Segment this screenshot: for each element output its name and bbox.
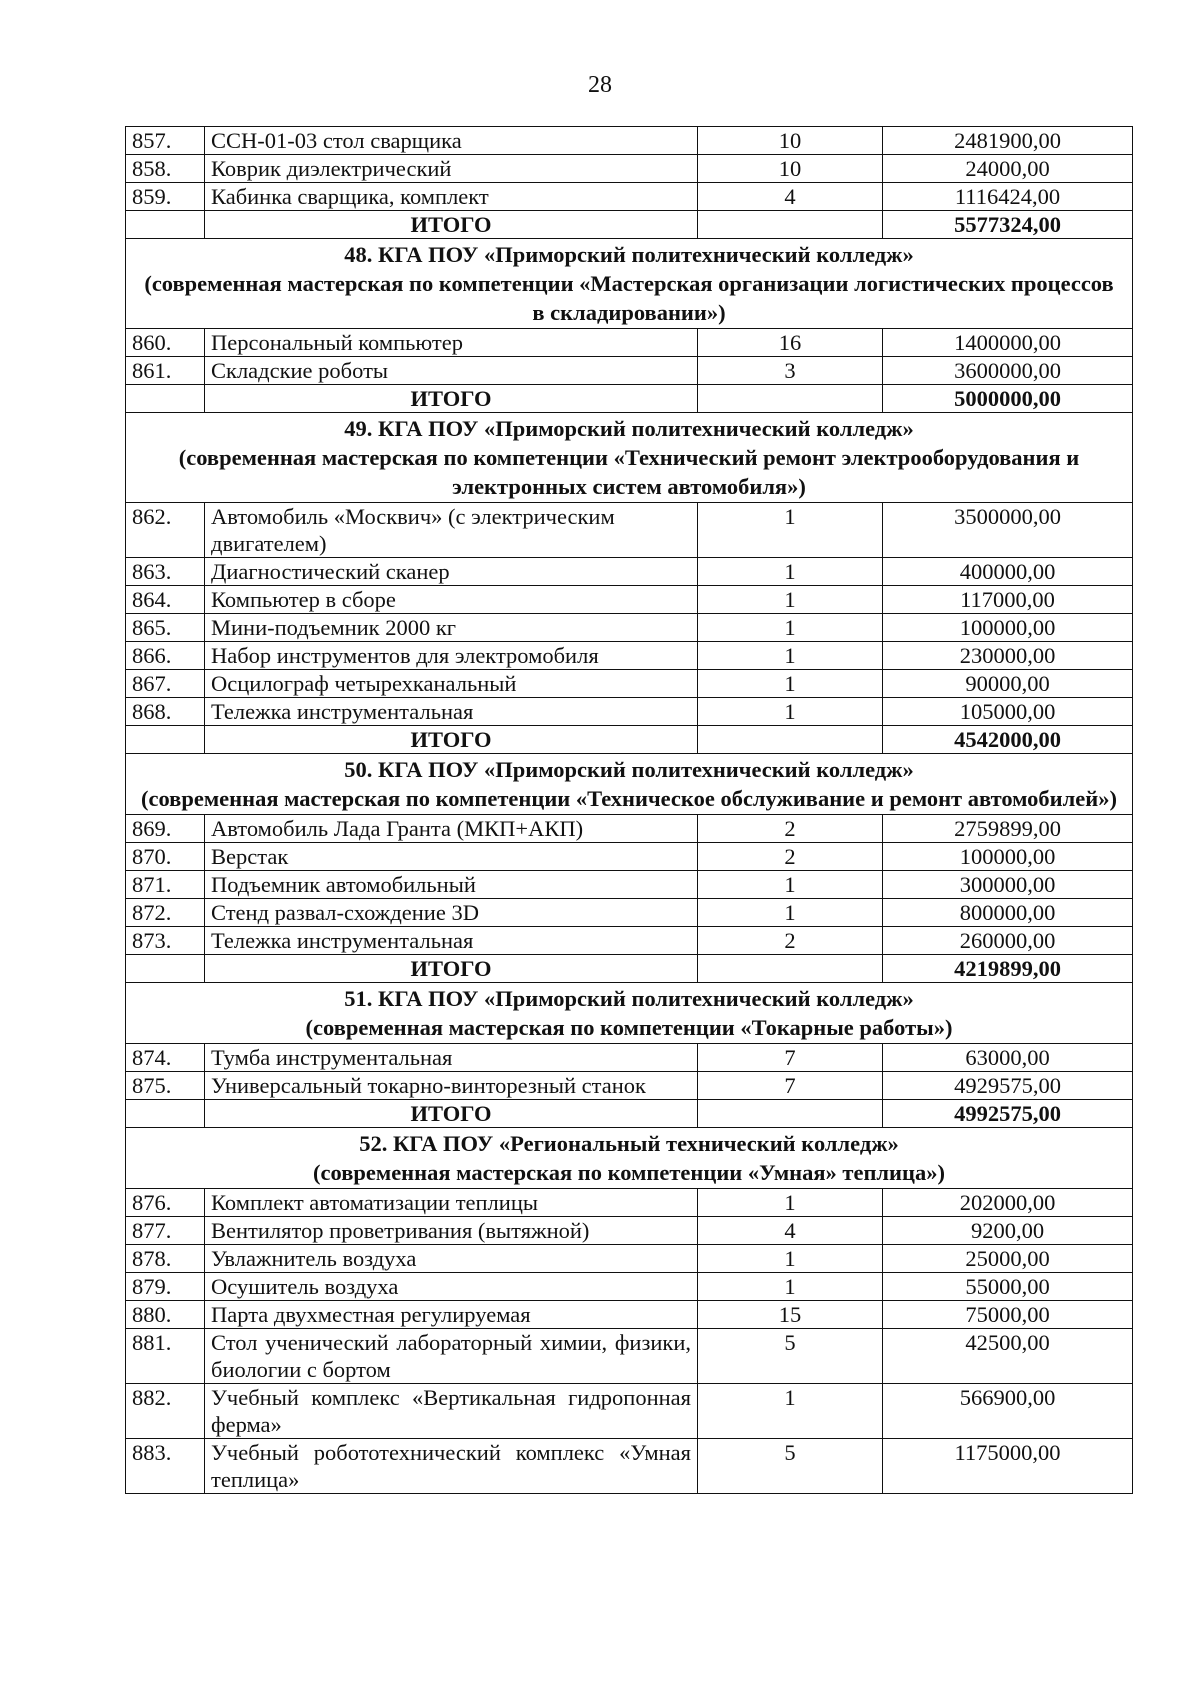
item-quantity: 1 <box>698 586 883 614</box>
total-row <box>126 726 1133 754</box>
row-number: 871. <box>126 871 205 899</box>
equipment-table <box>125 126 1133 1494</box>
item-quantity: 7 <box>698 1072 883 1100</box>
row-number: 860. <box>126 329 205 357</box>
section-header-cell <box>126 239 1133 329</box>
item-name: Учебный комплекс «Вертикальная гидропонная ферма» <box>205 1384 698 1439</box>
item-name: Тележка инструментальная <box>205 698 698 726</box>
item-quantity: 1 <box>698 503 883 558</box>
item-sum: 1116424,00 <box>883 183 1133 211</box>
row-number: 863. <box>126 558 205 586</box>
row-number: 881. <box>126 1329 205 1384</box>
table-row <box>126 1439 1133 1494</box>
total-row <box>126 385 1133 413</box>
item-sum: 55000,00 <box>883 1273 1133 1301</box>
item-sum: 400000,00 <box>883 558 1133 586</box>
item-name: Коврик диэлектрический <box>205 155 698 183</box>
section-title: 51. КГА ПОУ «Приморский политехнический колледж» <box>344 986 914 1011</box>
table-row <box>126 1189 1133 1217</box>
table-row <box>126 1273 1133 1301</box>
item-sum: 100000,00 <box>883 614 1133 642</box>
table-row <box>126 503 1133 558</box>
table-row <box>126 586 1133 614</box>
total-row <box>126 955 1133 983</box>
table-row <box>126 670 1133 698</box>
total-empty-cell <box>698 1100 883 1128</box>
section-subtitle: (современная мастерская по компетенции «Техническое обслуживание и ремонт автомобилей») <box>141 786 1117 811</box>
total-empty-cell <box>126 1100 205 1128</box>
item-name: Компьютер в сборе <box>205 586 698 614</box>
table-row <box>126 329 1133 357</box>
item-quantity: 15 <box>698 1301 883 1329</box>
total-row <box>126 1100 1133 1128</box>
item-quantity: 10 <box>698 155 883 183</box>
item-name: Складские роботы <box>205 357 698 385</box>
item-quantity: 1 <box>698 1189 883 1217</box>
row-number: 865. <box>126 614 205 642</box>
item-name: Набор инструментов для электромобиля <box>205 642 698 670</box>
item-sum: 90000,00 <box>883 670 1133 698</box>
section-header <box>126 1128 1133 1189</box>
row-number: 882. <box>126 1384 205 1439</box>
section-header-cell <box>126 754 1133 815</box>
item-sum: 800000,00 <box>883 899 1133 927</box>
section-title: 49. КГА ПОУ «Приморский политехнический колледж» <box>344 416 914 441</box>
total-sum: 4992575,00 <box>883 1100 1133 1128</box>
total-label: ИТОГО <box>205 211 698 239</box>
item-name: Вентилятор проветривания (вытяжной) <box>205 1217 698 1245</box>
item-sum: 3500000,00 <box>883 503 1133 558</box>
item-sum: 566900,00 <box>883 1384 1133 1439</box>
section-header <box>126 413 1133 503</box>
item-quantity: 2 <box>698 815 883 843</box>
item-sum: 25000,00 <box>883 1245 1133 1273</box>
total-empty-cell <box>698 211 883 239</box>
equipment-table-body <box>126 127 1133 1494</box>
item-sum: 9200,00 <box>883 1217 1133 1245</box>
table-row <box>126 899 1133 927</box>
section-header <box>126 754 1133 815</box>
item-quantity: 1 <box>698 899 883 927</box>
item-quantity: 1 <box>698 1245 883 1273</box>
item-name: Тумба инструментальная <box>205 1044 698 1072</box>
row-number: 867. <box>126 670 205 698</box>
item-quantity: 2 <box>698 927 883 955</box>
row-number: 876. <box>126 1189 205 1217</box>
row-number: 862. <box>126 503 205 558</box>
section-header <box>126 983 1133 1044</box>
table-row <box>126 815 1133 843</box>
item-name: Персональный компьютер <box>205 329 698 357</box>
section-title: 50. КГА ПОУ «Приморский политехнический колледж» <box>344 757 914 782</box>
row-number: 878. <box>126 1245 205 1273</box>
item-quantity: 1 <box>698 698 883 726</box>
table-row <box>126 871 1133 899</box>
item-name: Тележка инструментальная <box>205 927 698 955</box>
table-row <box>126 1044 1133 1072</box>
row-number: 859. <box>126 183 205 211</box>
total-sum: 5000000,00 <box>883 385 1133 413</box>
item-quantity: 1 <box>698 670 883 698</box>
row-number: 873. <box>126 927 205 955</box>
item-quantity: 1 <box>698 1384 883 1439</box>
item-sum: 42500,00 <box>883 1329 1133 1384</box>
total-empty-cell <box>698 726 883 754</box>
item-quantity: 1 <box>698 871 883 899</box>
item-sum: 300000,00 <box>883 871 1133 899</box>
table-row <box>126 1245 1133 1273</box>
table-row <box>126 843 1133 871</box>
section-subtitle: (современная мастерская по компетенции «Умная» теплица») <box>313 1160 945 1185</box>
table-row <box>126 155 1133 183</box>
item-name: ССН-01-03 стол сварщика <box>205 127 698 155</box>
table-row <box>126 558 1133 586</box>
row-number: 877. <box>126 1217 205 1245</box>
item-quantity: 5 <box>698 1329 883 1384</box>
total-row <box>126 211 1133 239</box>
table-row <box>126 1072 1133 1100</box>
item-sum: 1400000,00 <box>883 329 1133 357</box>
table-row <box>126 183 1133 211</box>
item-sum: 2759899,00 <box>883 815 1133 843</box>
page-number: 28 <box>588 72 612 98</box>
total-sum: 4219899,00 <box>883 955 1133 983</box>
row-number: 868. <box>126 698 205 726</box>
item-name: Осушитель воздуха <box>205 1273 698 1301</box>
total-label: ИТОГО <box>205 1100 698 1128</box>
section-subtitle: (современная мастерская по компетенции «Токарные работы») <box>305 1015 953 1040</box>
table-row <box>126 1301 1133 1329</box>
item-name: Подъемник автомобильный <box>205 871 698 899</box>
total-sum: 4542000,00 <box>883 726 1133 754</box>
section-header <box>126 239 1133 329</box>
row-number: 858. <box>126 155 205 183</box>
total-empty-cell <box>126 955 205 983</box>
item-quantity: 16 <box>698 329 883 357</box>
item-quantity: 1 <box>698 614 883 642</box>
item-name: Стенд развал-схождение 3D <box>205 899 698 927</box>
total-empty-cell <box>126 726 205 754</box>
item-name: Увлажнитель воздуха <box>205 1245 698 1273</box>
total-empty-cell <box>126 385 205 413</box>
item-sum: 230000,00 <box>883 642 1133 670</box>
item-sum: 202000,00 <box>883 1189 1133 1217</box>
item-name: Диагностический сканер <box>205 558 698 586</box>
total-sum: 5577324,00 <box>883 211 1133 239</box>
item-quantity: 1 <box>698 642 883 670</box>
item-sum: 105000,00 <box>883 698 1133 726</box>
item-sum: 4929575,00 <box>883 1072 1133 1100</box>
item-quantity: 10 <box>698 127 883 155</box>
item-sum: 63000,00 <box>883 1044 1133 1072</box>
item-name: Парта двухместная регулируемая <box>205 1301 698 1329</box>
item-name: Учебный робототехнический комплекс «Умная теплица» <box>205 1439 698 1494</box>
table-row <box>126 1384 1133 1439</box>
item-quantity: 4 <box>698 183 883 211</box>
table-row <box>126 127 1133 155</box>
total-label: ИТОГО <box>205 385 698 413</box>
item-sum: 1175000,00 <box>883 1439 1133 1494</box>
item-sum: 117000,00 <box>883 586 1133 614</box>
table-row <box>126 1217 1133 1245</box>
section-header-cell <box>126 983 1133 1044</box>
row-number: 880. <box>126 1301 205 1329</box>
section-subtitle: (современная мастерская по компетенции «Мастерская организации логистических процессов в складировании») <box>144 271 1114 325</box>
item-name: Комплект автоматизации теплицы <box>205 1189 698 1217</box>
item-sum: 2481900,00 <box>883 127 1133 155</box>
item-name: Стол ученический лабораторный химии, физики, биологии с бортом <box>205 1329 698 1384</box>
row-number: 883. <box>126 1439 205 1494</box>
row-number: 879. <box>126 1273 205 1301</box>
section-header-cell <box>126 1128 1133 1189</box>
total-empty-cell <box>126 211 205 239</box>
item-quantity: 4 <box>698 1217 883 1245</box>
item-name: Автомобиль Лада Гранта (МКП+АКП) <box>205 815 698 843</box>
item-quantity: 1 <box>698 558 883 586</box>
row-number: 874. <box>126 1044 205 1072</box>
item-sum: 260000,00 <box>883 927 1133 955</box>
row-number: 875. <box>126 1072 205 1100</box>
item-sum: 100000,00 <box>883 843 1133 871</box>
total-empty-cell <box>698 955 883 983</box>
item-quantity: 5 <box>698 1439 883 1494</box>
item-quantity: 2 <box>698 843 883 871</box>
row-number: 869. <box>126 815 205 843</box>
table-row <box>126 614 1133 642</box>
table-row <box>126 642 1133 670</box>
item-name: Автомобиль «Москвич» (с электрическим двигателем) <box>205 503 698 558</box>
total-label: ИТОГО <box>205 955 698 983</box>
item-sum: 75000,00 <box>883 1301 1133 1329</box>
item-name: Мини-подъемник 2000 кг <box>205 614 698 642</box>
section-header-cell <box>126 413 1133 503</box>
section-title: 52. КГА ПОУ «Региональный технический колледж» <box>359 1131 899 1156</box>
item-name: Универсальный токарно-винторезный станок <box>205 1072 698 1100</box>
section-subtitle: (современная мастерская по компетенции «Технический ремонт электрооборудования и электронных систем автомобиля») <box>178 445 1080 499</box>
row-number: 866. <box>126 642 205 670</box>
row-number: 864. <box>126 586 205 614</box>
row-number: 872. <box>126 899 205 927</box>
item-quantity: 3 <box>698 357 883 385</box>
row-number: 861. <box>126 357 205 385</box>
total-empty-cell <box>698 385 883 413</box>
section-title: 48. КГА ПОУ «Приморский политехнический колледж» <box>344 242 914 267</box>
item-name: Осцилограф четырехканальный <box>205 670 698 698</box>
table-row <box>126 1329 1133 1384</box>
item-quantity: 7 <box>698 1044 883 1072</box>
table-row <box>126 927 1133 955</box>
row-number: 870. <box>126 843 205 871</box>
item-sum: 24000,00 <box>883 155 1133 183</box>
row-number: 857. <box>126 127 205 155</box>
table-row <box>126 357 1133 385</box>
item-quantity: 1 <box>698 1273 883 1301</box>
table-row <box>126 698 1133 726</box>
item-name: Верстак <box>205 843 698 871</box>
item-name: Кабинка сварщика, комплект <box>205 183 698 211</box>
total-label: ИТОГО <box>205 726 698 754</box>
item-sum: 3600000,00 <box>883 357 1133 385</box>
